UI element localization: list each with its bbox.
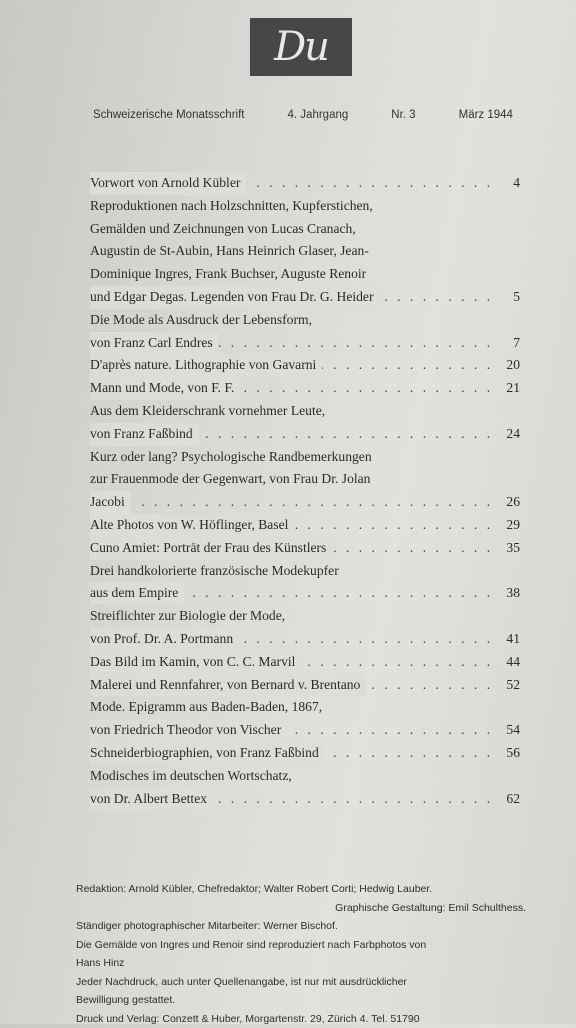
toc-entry bbox=[90, 674, 520, 697]
toc-page-number: 26 bbox=[494, 491, 520, 514]
toc-entry-text: Cuno Amiet: Porträt der Frau des Künstlers bbox=[90, 537, 332, 560]
toc-page-number: 44 bbox=[494, 651, 520, 674]
toc-entry-text: Mode. Epigramm aus Baden-Baden, 1867, bbox=[90, 696, 322, 719]
toc-entry bbox=[90, 537, 520, 560]
toc-entry bbox=[90, 286, 520, 309]
toc-entry-text: von Franz Faßbind bbox=[90, 423, 199, 446]
masthead-date: März 1944 bbox=[459, 109, 513, 121]
toc-entry bbox=[90, 560, 520, 583]
toc-entry-text: Vorwort von Arnold Kübler bbox=[90, 172, 246, 195]
du-logo bbox=[250, 18, 352, 76]
toc-entry bbox=[90, 377, 520, 400]
toc-entry bbox=[90, 582, 520, 605]
toc-entry-text: Drei handkolorierte französische Modekupfer bbox=[90, 560, 339, 583]
toc-entry-text: Jacobi bbox=[90, 491, 131, 514]
toc-entry bbox=[90, 218, 520, 241]
leader-dots bbox=[90, 491, 496, 514]
credit-line: Jeder Nachdruck, auch unter Quellenangabe, ist nur mit ausdrücklicher bbox=[76, 973, 526, 992]
toc-page-number: 38 bbox=[494, 582, 520, 605]
toc-entry bbox=[90, 651, 520, 674]
toc-entry bbox=[90, 240, 520, 263]
toc-entry-text: von Franz Carl Endres bbox=[90, 332, 219, 355]
toc-entry-text: Modisches im deutschen Wortschatz, bbox=[90, 765, 292, 788]
credits-block bbox=[76, 880, 526, 1028]
toc-entry-text: von Dr. Albert Bettex bbox=[90, 788, 213, 811]
toc-entry bbox=[90, 605, 520, 628]
masthead-volume: 4. Jahrgang bbox=[288, 109, 349, 121]
toc-entry bbox=[90, 696, 520, 719]
toc-page-number: 20 bbox=[494, 354, 520, 377]
toc-page-number: 41 bbox=[494, 628, 520, 651]
toc-page-number: 21 bbox=[494, 377, 520, 400]
toc-page-number: 54 bbox=[494, 719, 520, 742]
toc-entry-text: Das Bild im Kamin, von C. C. Marvil bbox=[90, 651, 301, 674]
masthead-number: Nr. 3 bbox=[391, 109, 415, 121]
toc-entry bbox=[90, 172, 520, 195]
toc-entry bbox=[90, 719, 520, 742]
toc-page-number: 62 bbox=[494, 788, 520, 811]
toc-page-number: 35 bbox=[494, 537, 520, 560]
credit-line: Graphische Gestaltung: Emil Schulthess. bbox=[76, 899, 526, 918]
toc-page-number: 4 bbox=[494, 172, 520, 195]
toc-entry bbox=[90, 309, 520, 332]
credit-line: Hans Hinz bbox=[76, 954, 526, 973]
toc-entry-text: Gemälden und Zeichnungen von Lucas Cranach, bbox=[90, 218, 356, 241]
toc-page-number: 5 bbox=[494, 286, 520, 309]
toc-page-number: 24 bbox=[494, 423, 520, 446]
toc-page-number: 7 bbox=[494, 332, 520, 355]
toc-entry bbox=[90, 400, 520, 423]
toc-entry-text: Mann und Mode, von F. F. bbox=[90, 377, 240, 400]
toc-entry-text: Reproduktionen nach Holzschnitten, Kupferstichen, bbox=[90, 195, 373, 218]
toc-entry bbox=[90, 195, 520, 218]
credit-line: Ständiger photographischer Mitarbeiter: Werner Bischof. bbox=[76, 917, 526, 936]
credit-line: Druck und Verlag: Conzett & Huber, Morgartenstr. 29, Zürich 4. Tel. 51790 bbox=[76, 1010, 526, 1028]
masthead-subtitle: Schweizerische Monatsschrift bbox=[93, 109, 244, 121]
toc-entry bbox=[90, 742, 520, 765]
toc-entry bbox=[90, 446, 520, 469]
toc-entry bbox=[90, 423, 520, 446]
toc-page-number: 52 bbox=[494, 674, 520, 697]
toc-entry-text: von Prof. Dr. A. Portmann bbox=[90, 628, 239, 651]
toc-entry-text: Augustin de St-Aubin, Hans Heinrich Glaser, Jean- bbox=[90, 240, 369, 263]
toc-entry bbox=[90, 354, 520, 377]
toc-page-number: 56 bbox=[494, 742, 520, 765]
credit-line: Bewilligung gestattet. bbox=[76, 991, 526, 1010]
toc-entry-text: Dominique Ingres, Frank Buchser, Auguste Renoir bbox=[90, 263, 366, 286]
toc-entry bbox=[90, 788, 520, 811]
toc-entry-text: zur Frauenmode der Gegenwart, von Frau Dr. Jolan bbox=[90, 468, 370, 491]
toc-entry bbox=[90, 491, 520, 514]
table-of-contents bbox=[90, 172, 520, 810]
logo-text: Du bbox=[274, 24, 328, 70]
masthead bbox=[93, 109, 513, 121]
toc-entry-text: Die Mode als Ausdruck der Lebensform, bbox=[90, 309, 312, 332]
toc-entry-text: Alte Photos von W. Höflinger, Basel bbox=[90, 514, 294, 537]
toc-page-number: 29 bbox=[494, 514, 520, 537]
toc-entry-text: Aus dem Kleiderschrank vornehmer Leute, bbox=[90, 400, 325, 423]
toc-entry bbox=[90, 468, 520, 491]
toc-entry-text: und Edgar Degas. Legenden von Frau Dr. G. Heider bbox=[90, 286, 380, 309]
toc-entry-text: aus dem Empire bbox=[90, 582, 184, 605]
toc-entry bbox=[90, 263, 520, 286]
toc-entry-text: von Friedrich Theodor von Vischer bbox=[90, 719, 287, 742]
toc-entry-text: Kurz oder lang? Psychologische Randbemerkungen bbox=[90, 446, 372, 469]
toc-entry bbox=[90, 332, 520, 355]
toc-entry-text: Streiflichter zur Biologie der Mode, bbox=[90, 605, 285, 628]
toc-entry-text: D'après nature. Lithographie von Gavarni bbox=[90, 354, 322, 377]
credit-line: Redaktion: Arnold Kübler, Chefredaktor; Walter Robert Corti; Hedwig Lauber. bbox=[76, 880, 526, 899]
credit-line: Die Gemälde von Ingres und Renoir sind reproduziert nach Farbphotos von bbox=[76, 936, 526, 955]
toc-entry bbox=[90, 514, 520, 537]
toc-entry-text: Malerei und Rennfahrer, von Bernard v. Brentano bbox=[90, 674, 366, 697]
toc-entry bbox=[90, 628, 520, 651]
toc-entry-text: Schneiderbiographien, von Franz Faßbind bbox=[90, 742, 325, 765]
toc-entry bbox=[90, 765, 520, 788]
